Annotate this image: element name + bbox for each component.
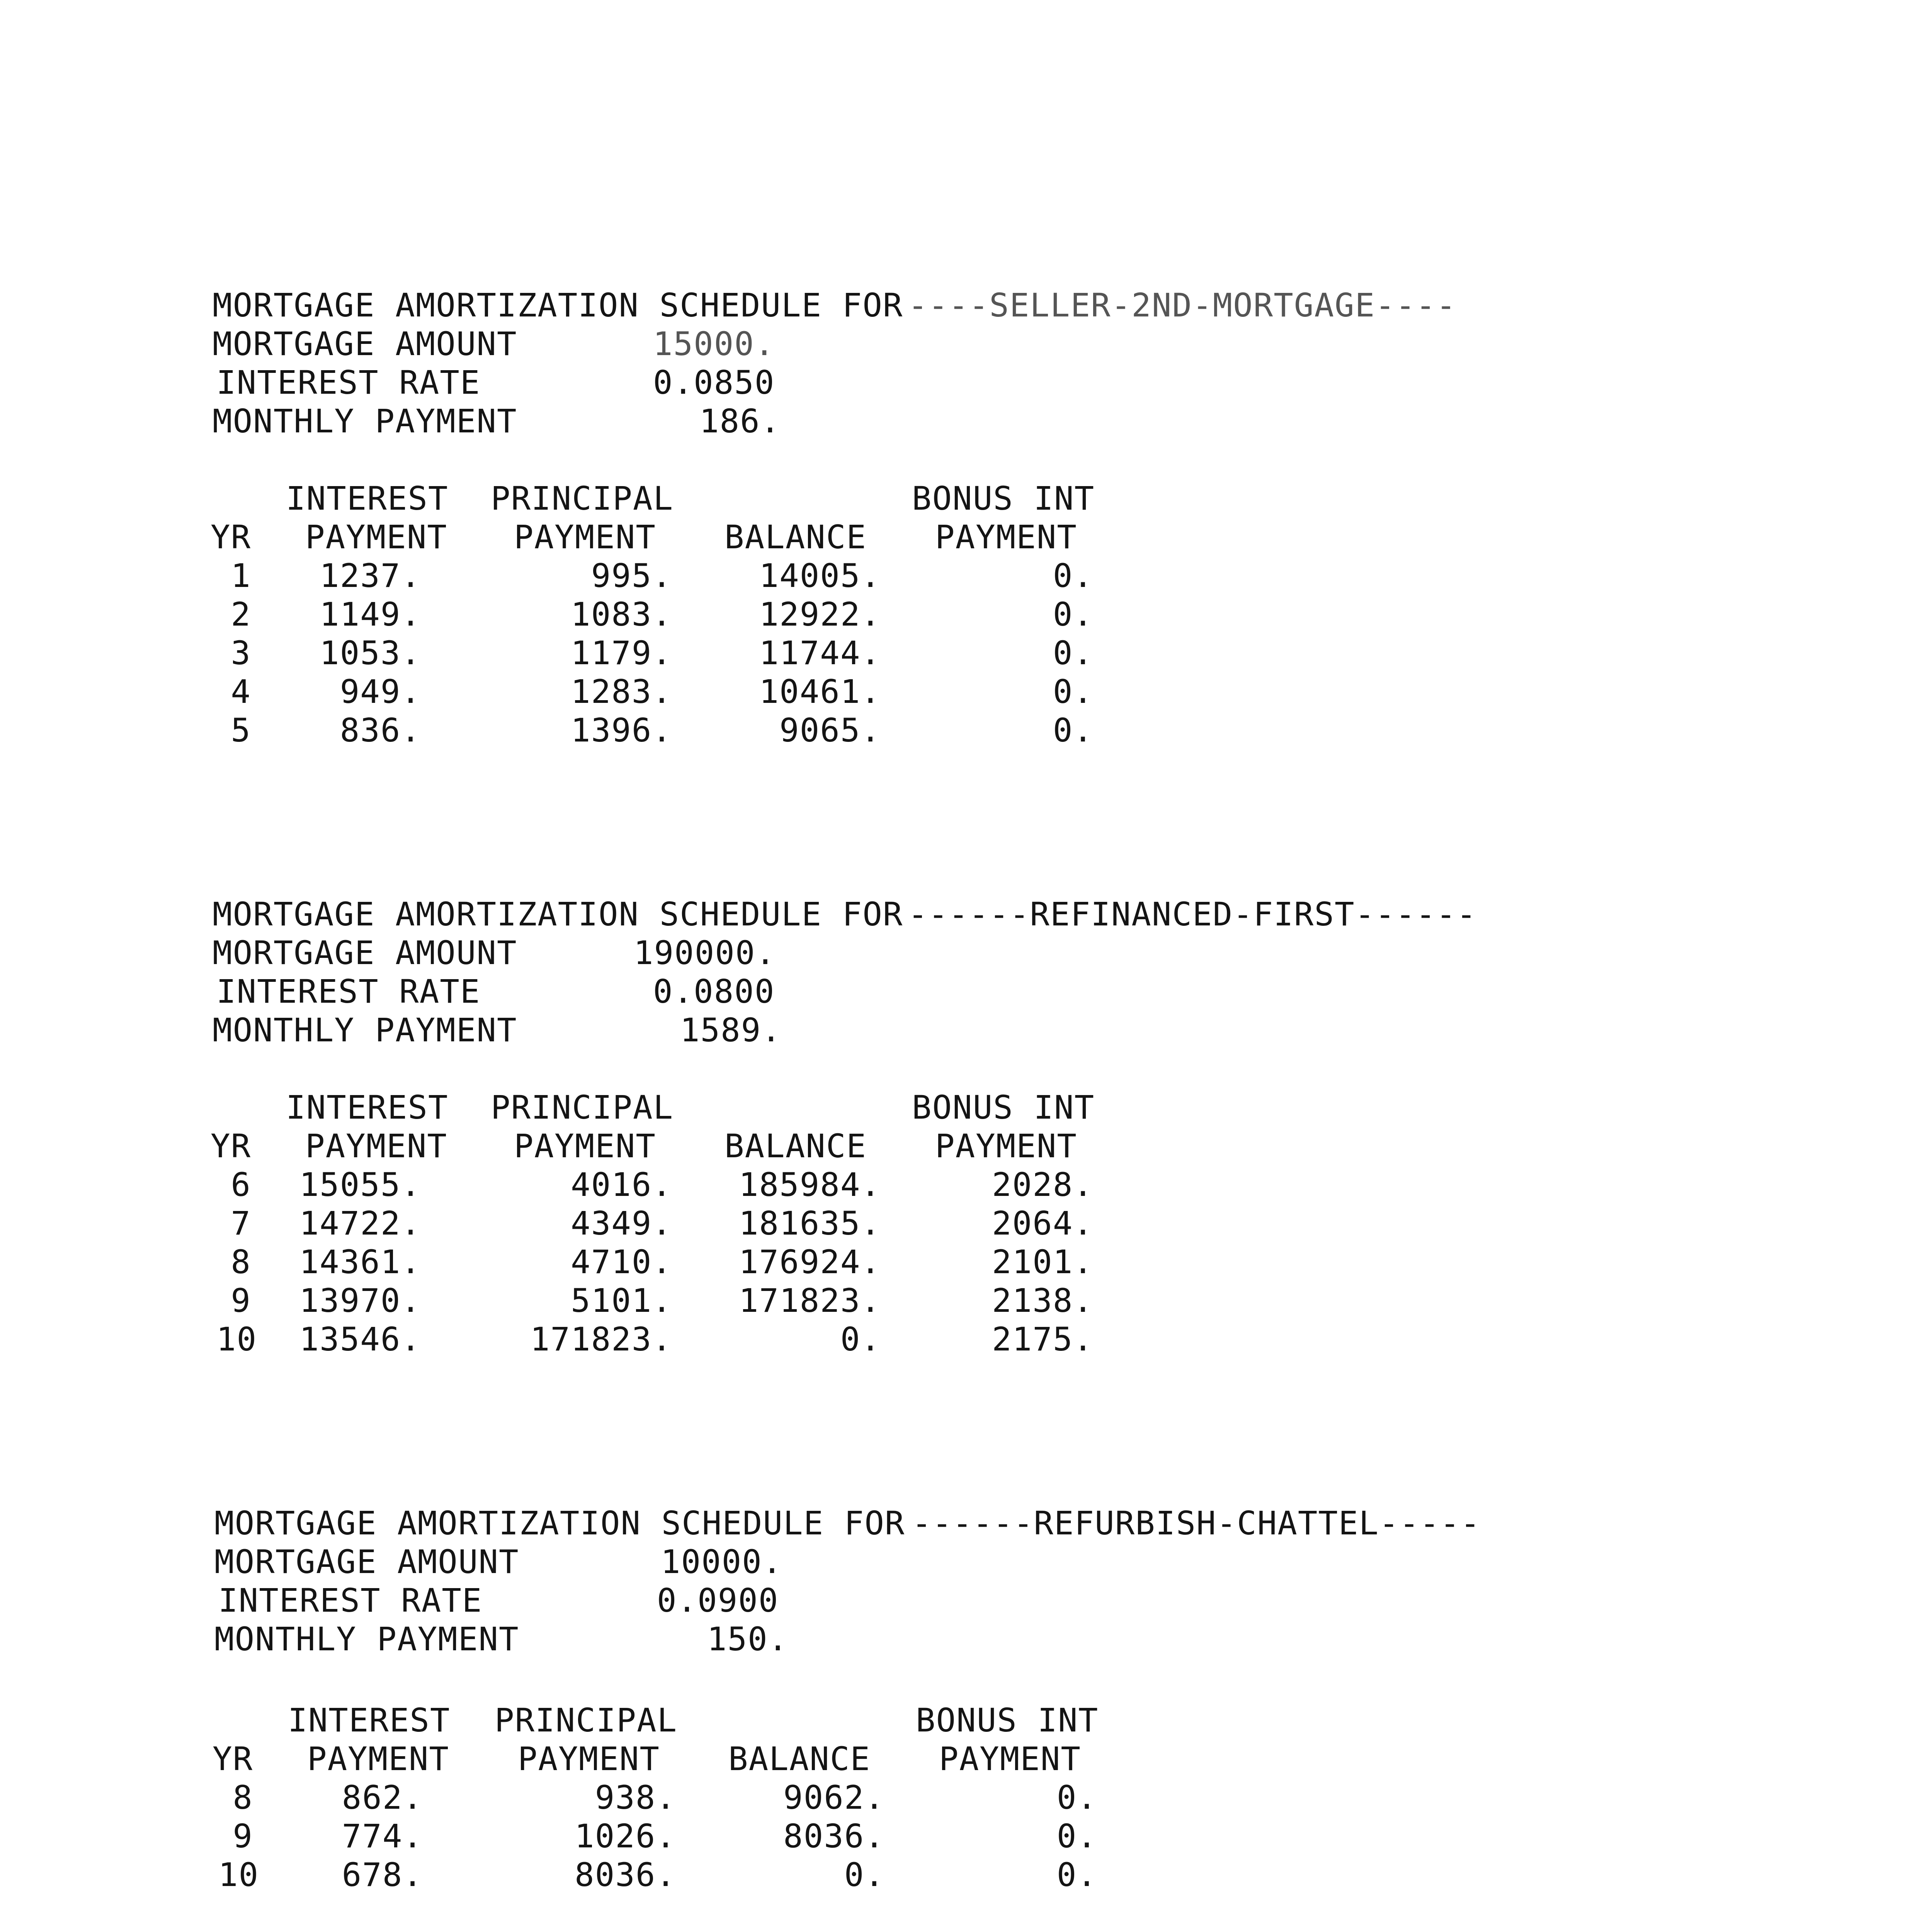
cell-yr: 8 [233, 1779, 253, 1816]
table-row [0, 1855, 1932, 1894]
cell-principal: 995. [591, 557, 672, 595]
interest-rate-label: INTEREST RATE [216, 364, 481, 401]
cell-yr: 9 [233, 1817, 253, 1855]
cell-principal: 5101. [571, 1282, 672, 1320]
schedule-title: MORTGAGE AMORTIZATION SCHEDULE FOR [213, 895, 903, 933]
monthly-payment-line [0, 1620, 1932, 1658]
cell-yr: 6 [231, 1166, 251, 1204]
table-header-row-2 [0, 1740, 1932, 1778]
monthly-payment-line [0, 402, 1932, 440]
col-header-interest: INTEREST [288, 1701, 451, 1739]
table-row [0, 1778, 1932, 1817]
col-header-interest: INTEREST [286, 1088, 449, 1126]
cell-bonus: 2101. [992, 1243, 1094, 1281]
cell-yr: 5 [231, 711, 251, 749]
monthly-payment-label: MONTHLY PAYMENT [213, 402, 517, 440]
cell-principal: 1283. [571, 673, 672, 711]
cell-interest: 13970. [299, 1282, 421, 1320]
col-header-principal: PRINCIPAL [491, 1088, 674, 1126]
schedule-name: ------REFINANCED-FIRST------ [908, 895, 1477, 933]
cell-balance: 8036. [783, 1817, 885, 1855]
cell-interest: 862. [342, 1779, 423, 1816]
monthly-payment-line [0, 1011, 1932, 1049]
col-header-bonus-payment: PAYMENT [935, 518, 1078, 556]
table-row [0, 711, 1932, 750]
table-row [0, 1243, 1932, 1281]
table-row [0, 1281, 1932, 1320]
cell-yr: 3 [231, 634, 251, 672]
table-header-row-1 [0, 1701, 1932, 1740]
interest-rate-line [0, 363, 1932, 402]
col-header-yr: YR [211, 518, 252, 556]
cell-principal: 938. [595, 1779, 676, 1816]
col-header-interest-payment: PAYMENT [305, 1127, 448, 1165]
monthly-payment-label: MONTHLY PAYMENT [214, 1620, 519, 1658]
cell-principal: 4710. [571, 1243, 672, 1281]
cell-balance: 185984. [738, 1166, 881, 1204]
cell-interest: 1053. [320, 634, 421, 672]
cell-bonus: 0. [1056, 1779, 1097, 1816]
cell-principal: 1179. [571, 634, 672, 672]
cell-interest: 836. [340, 711, 421, 749]
cell-interest: 1237. [320, 557, 421, 595]
interest-rate-line [0, 1581, 1932, 1620]
cell-bonus: 2138. [992, 1282, 1094, 1320]
interest-rate-line [0, 972, 1932, 1011]
cell-bonus: 0. [1053, 634, 1094, 672]
schedule-title-line [0, 895, 1932, 934]
mortgage-amount-line [0, 1543, 1932, 1581]
cell-yr: 2 [231, 595, 251, 633]
cell-balance: 9062. [783, 1779, 885, 1816]
cell-bonus: 0. [1053, 557, 1094, 595]
interest-rate-label: INTEREST RATE [218, 1582, 483, 1619]
cell-balance: 9065. [779, 711, 881, 749]
cell-bonus: 0. [1053, 711, 1094, 749]
col-header-bonus-payment: PAYMENT [935, 1127, 1078, 1165]
schedule-title-line [0, 286, 1932, 325]
cell-principal: 171823. [530, 1320, 672, 1358]
monthly-payment-value: 150. [707, 1620, 789, 1658]
cell-balance: 11744. [759, 634, 881, 672]
mortgage-amount-line [0, 934, 1932, 972]
monthly-payment-value: 1589. [680, 1011, 782, 1049]
mortgage-amount-line [0, 325, 1932, 363]
col-header-interest-payment: PAYMENT [307, 1740, 450, 1778]
mortgage-amount-label: MORTGAGE AMOUNT [213, 934, 517, 972]
col-header-principal-payment: PAYMENT [514, 1127, 656, 1165]
mortgage-amount-label: MORTGAGE AMOUNT [214, 1543, 519, 1581]
cell-balance: 10461. [759, 673, 881, 711]
table-header-row-2 [0, 1127, 1932, 1165]
col-header-balance: BALANCE [724, 1127, 867, 1165]
col-header-yr: YR [211, 1127, 252, 1165]
schedule-title-line [0, 1504, 1932, 1543]
table-row [0, 634, 1932, 672]
mortgage-amount-label: MORTGAGE AMOUNT [213, 325, 517, 363]
col-header-bonus-payment: PAYMENT [939, 1740, 1082, 1778]
table-row [0, 595, 1932, 634]
table-row [0, 556, 1932, 595]
cell-yr: 8 [231, 1243, 251, 1281]
cell-yr: 10 [216, 1320, 257, 1358]
cell-balance: 0. [844, 1856, 885, 1894]
cell-principal: 8036. [575, 1856, 676, 1894]
cell-principal: 4016. [571, 1166, 672, 1204]
table-row [0, 1320, 1932, 1359]
cell-balance: 171823. [738, 1282, 881, 1320]
col-header-interest-payment: PAYMENT [305, 518, 448, 556]
cell-principal: 4349. [571, 1204, 672, 1242]
interest-rate-value: 0.0850 [653, 364, 775, 401]
cell-interest: 14361. [299, 1243, 421, 1281]
interest-rate-label: INTEREST RATE [216, 973, 481, 1010]
cell-bonus: 0. [1056, 1856, 1097, 1894]
table-row [0, 672, 1932, 711]
table-header-row-1 [0, 1088, 1932, 1127]
cell-bonus: 2028. [992, 1166, 1094, 1204]
cell-bonus: 0. [1053, 673, 1094, 711]
cell-yr: 1 [231, 557, 251, 595]
interest-rate-value: 0.0900 [657, 1582, 779, 1619]
table-row [0, 1204, 1932, 1243]
col-header-bonus: BONUS INT [912, 480, 1095, 517]
monthly-payment-value: 186. [699, 402, 781, 440]
table-header-row-1 [0, 479, 1932, 518]
col-header-yr: YR [213, 1740, 253, 1778]
cell-bonus: 2175. [992, 1320, 1094, 1358]
cell-interest: 678. [342, 1856, 423, 1894]
cell-balance: 181635. [738, 1204, 881, 1242]
cell-bonus: 0. [1053, 595, 1094, 633]
mortgage-amount-value: 10000. [661, 1543, 783, 1581]
cell-balance: 176924. [738, 1243, 881, 1281]
cell-balance: 14005. [759, 557, 881, 595]
mortgage-amount-value: 15000. [653, 325, 775, 363]
cell-yr: 9 [231, 1282, 251, 1320]
monthly-payment-label: MONTHLY PAYMENT [213, 1011, 517, 1049]
cell-interest: 13546. [299, 1320, 421, 1358]
table-row [0, 1165, 1932, 1204]
cell-yr: 7 [231, 1204, 251, 1242]
cell-bonus: 2064. [992, 1204, 1094, 1242]
table-row [0, 1817, 1932, 1855]
col-header-principal-payment: PAYMENT [518, 1740, 660, 1778]
col-header-principal-payment: PAYMENT [514, 518, 656, 556]
schedule-name: ------REFURBISH-CHATTEL----- [912, 1504, 1481, 1542]
cell-interest: 774. [342, 1817, 423, 1855]
col-header-principal: PRINCIPAL [491, 480, 674, 517]
col-header-balance: BALANCE [728, 1740, 871, 1778]
col-header-principal: PRINCIPAL [495, 1701, 678, 1739]
interest-rate-value: 0.0800 [653, 973, 775, 1010]
mortgage-amount-value: 190000. [634, 934, 776, 972]
cell-interest: 15055. [299, 1166, 421, 1204]
col-header-bonus: BONUS INT [912, 1088, 1095, 1126]
cell-interest: 949. [340, 673, 421, 711]
cell-yr: 10 [218, 1856, 259, 1894]
table-header-row-2 [0, 518, 1932, 556]
cell-principal: 1026. [575, 1817, 676, 1855]
schedule-name: ----SELLER-2ND-MORTGAGE---- [908, 286, 1457, 324]
cell-principal: 1396. [571, 711, 672, 749]
cell-yr: 4 [231, 673, 251, 711]
col-header-balance: BALANCE [724, 518, 867, 556]
col-header-interest: INTEREST [286, 480, 449, 517]
col-header-bonus: BONUS INT [916, 1701, 1099, 1739]
cell-interest: 14722. [299, 1204, 421, 1242]
cell-principal: 1083. [571, 595, 672, 633]
cell-balance: 0. [840, 1320, 881, 1358]
cell-bonus: 0. [1056, 1817, 1097, 1855]
schedule-title: MORTGAGE AMORTIZATION SCHEDULE FOR [213, 286, 903, 324]
schedule-title: MORTGAGE AMORTIZATION SCHEDULE FOR [214, 1504, 905, 1542]
cell-balance: 12922. [759, 595, 881, 633]
cell-interest: 1149. [320, 595, 421, 633]
